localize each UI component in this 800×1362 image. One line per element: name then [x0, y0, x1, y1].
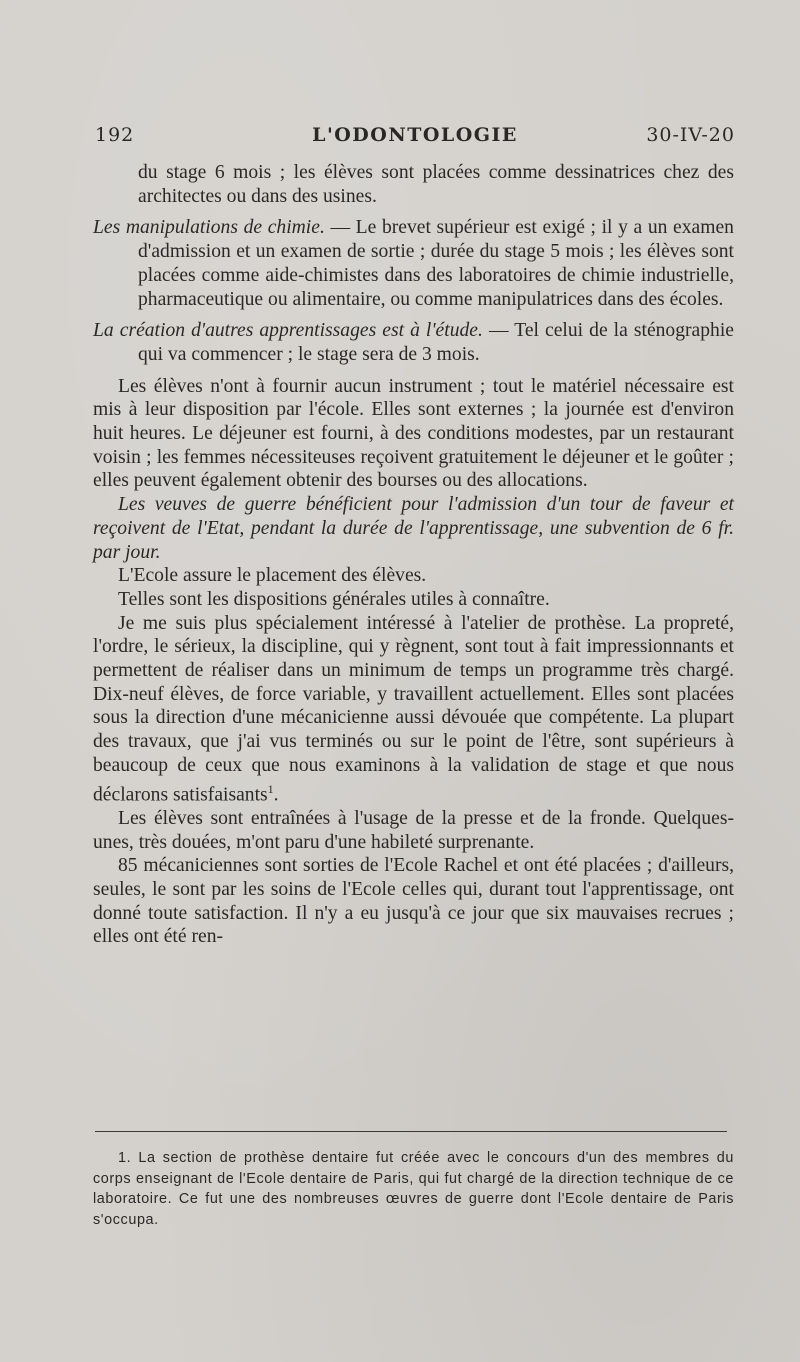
footnote-reference[interactable]: 1 — [267, 781, 274, 796]
body-text — [93, 161, 734, 949]
paragraph-drawing-course: du stage 6 mois ; les élèves sont placées comme dessinatrices chez des architectes ou dans des usines. — [138, 162, 734, 207]
paragraph-press-training: Les élèves sont entraînées à l'usage de la presse et de la fronde. Quelques-unes, très douées, m'ont paru d'une habileté surprenante. — [93, 807, 734, 853]
issue-date: 30-IV-20 — [646, 124, 735, 146]
chemistry-text: — Le brevet supérieur est exigé ; il y a un examen d'admission et un examen de sortie ; durée du stage 5 mois ; les élèves sont placées comme aide-chimistes dans des laboratoires de chimie industrielle, pharmaceutique ou alimentaire, ou comme manipulatrices dans des écoles. — [138, 217, 734, 310]
page-number: 192 — [95, 124, 135, 146]
paragraph-equipment: Les élèves n'ont à fournir aucun instrument ; tout le matériel nécessaire est mis à leur disposition par l'école. Elles sont externes ; la journée est d'environ huit heures. Le déjeuner est fourni, à des conditions modestes, par un restaurant voisin ; les femmes nécessiteuses reçoivent gratuitement le déjeuner et le goûter ; elles peuvent également obtenir des bourses ou des allocations. — [93, 375, 734, 492]
paragraph-general: Telles sont les dispositions générales utiles à connaître. — [118, 588, 550, 610]
paragraph-prosthesis-workshop — [93, 612, 734, 807]
paragraph-graduates: 85 mécaniciennes sont sorties de l'Ecole Rachel et ont été placées ; d'ailleurs, seules, le sont par les soins de l'Ecole celles qui, durant tout l'apprentissage, ont donné toute satisfaction. Il n'y a eu jusqu'à ce jour que six mauvaises recrues ; elles ont été ren- — [93, 855, 734, 948]
paragraph-war-widows: Les veuves de guerre bénéficient pour l'admission d'un tour de faveur et reçoivent de l'Etat, pendant la durée de l'apprentissage, une subvention de 6 fr. par jour. — [93, 494, 734, 563]
prosthesis-workshop-text: Je me suis plus spécialement intéressé à l'atelier de prothèse. La propreté, l'ordre, le sérieux, la discipline, qui y règnent, sont tout à fait impressionnants et permettent de réaliser dans un minimum de temps un programme très chargé. Dix-neuf élèves, de force variable, y travaillent actuellement. Elles sont placées sous la direction d'une mécanicienne aussi dévouée que compétente. La plupart des travaux, que j'ai vus terminés ou sur le point de l'être, sont supérieurs à beaucoup de ceux que nous examinons à la validation de stage et que nous déclarons satisfaisants — [93, 612, 734, 806]
paragraph-new-apprenticeships — [93, 319, 734, 366]
running-header — [95, 124, 735, 154]
footnote — [93, 1148, 734, 1230]
footnote-divider — [95, 1131, 727, 1132]
section-heading-new-apprenticeships: La création d'autres apprentissages est à l'étude. — [93, 320, 483, 342]
footnote-marker: 1. — [118, 1150, 132, 1166]
prosthesis-workshop-end: . — [273, 784, 279, 806]
paragraph-chemistry — [93, 216, 734, 311]
journal-title: L'ODONTOLOGIE — [312, 124, 518, 146]
new-apprenticeships-text: — Tel celui de la sténographie qui va commencer ; le stage sera de 3 mois. — [138, 320, 734, 365]
section-heading-chemistry: Les manipulations de chimie. — [93, 217, 325, 239]
footnote-text: La section de prothèse dentaire fut créée avec le concours d'un des membres du corps enseignant de l'Ecole dentaire de Paris, qui fut chargé de la direction technique de ce laboratoire. Ce fut une des nombreuses œuvres de guerre dont l'Ecole dentaire de Paris s'occupa. — [93, 1150, 734, 1228]
paragraph-placement: L'Ecole assure le placement des élèves. — [118, 565, 427, 587]
